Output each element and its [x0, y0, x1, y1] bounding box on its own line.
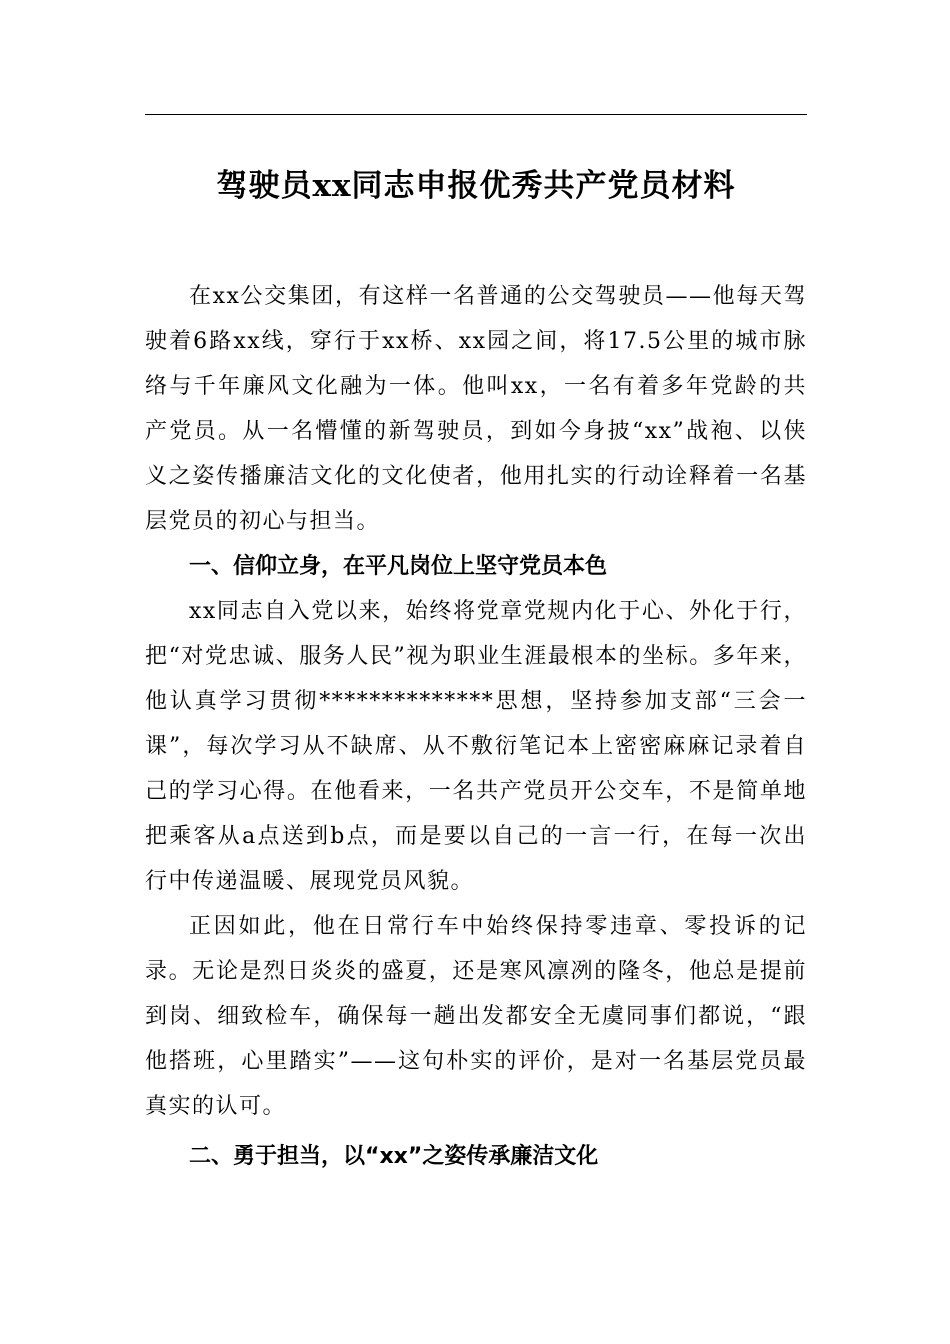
document-body	[145, 274, 807, 1179]
section-heading-2: 二、勇于担当，以“xx”之姿传承廉洁文化	[189, 1144, 599, 1169]
section-1-paragraph-1: xx同志自入党以来，始终将党章党规内化于心、外化于行，把“对党忠诚、服务人民”视为职业生涯最根本的坐标。多年来，他认真学习贯彻**************思想，坚持参加支部“三会一课”，每次学习从不缺席、从不敷衍笔记本上密密麻麻记录着自己的学习心得。在他看来，一名共产党员开公交车，不是简单地把乘客从a点送到b点，而是要以自己的一言一行，在每一次出行中传递温暖、展现党员风貌。	[145, 599, 807, 894]
header-rule	[145, 114, 807, 115]
intro-paragraph: 在xx公交集团，有这样一名普通的公交驾驶员——他每天驾驶着6路xx线，穿行于xx桥、xx园之间，将17.5公里的城市脉络与千年廉风文化融为一体。他叫xx，一名有着多年党龄的共产党员。从一名懵懂的新驾驶员，到如今身披“xx”战袍、以侠义之姿传播廉洁文化的文化使者，他用扎实的行动诠释着一名基层党员的初心与担当。	[145, 284, 807, 534]
section-1-paragraph-2: 正因如此，他在日常行车中始终保持零违章、零投诉的记录。无论是烈日炎炎的盛夏，还是寒风凛冽的隆冬，他总是提前到岗、细致检车，确保每一趟出发都安全无虞同事们都说，“跟他搭班，心里踏实”——这句朴实的评价，是对一名基层党员最真实的认可。	[145, 914, 807, 1119]
document-title: 驾驶员xx同志申报优秀共产党员材料	[216, 168, 736, 204]
section-heading-1: 一、信仰立身，在平凡岗位上坚守党员本色	[189, 554, 608, 579]
